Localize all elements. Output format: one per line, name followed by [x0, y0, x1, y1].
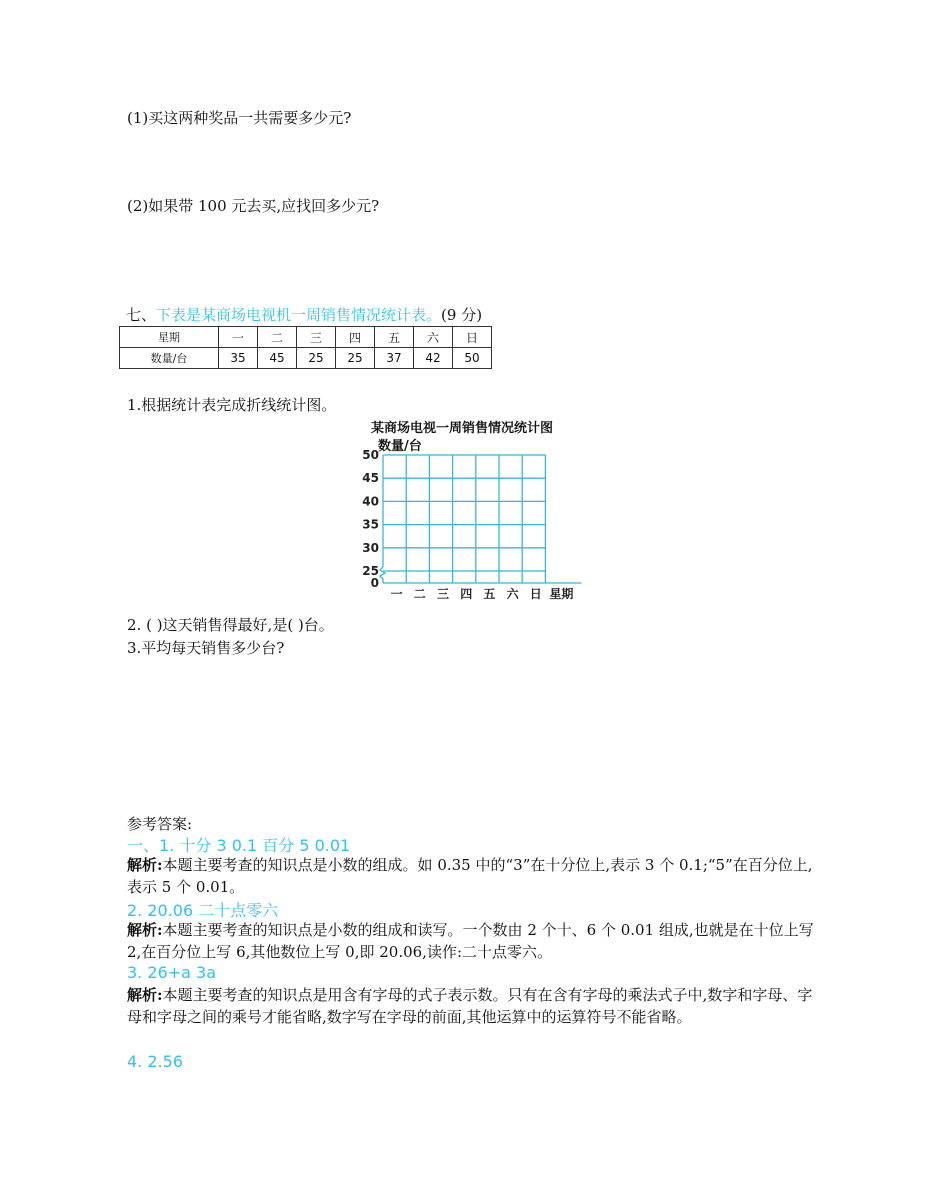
- table-cell: 三: [297, 327, 336, 348]
- chart-x-tick-label: 一: [390, 587, 403, 601]
- table-row: [120, 348, 492, 369]
- chart-y-tick-label: 50: [362, 448, 379, 462]
- chart-y-tick-label: 40: [362, 494, 379, 509]
- chart-title: 某商场电视一周销售情况统计图: [371, 421, 554, 436]
- answer-3-explanation: [127, 984, 822, 1028]
- table-row-header: 星期: [120, 327, 219, 348]
- chart-x-tick-label: 日: [529, 587, 542, 601]
- chart-axis-break: [380, 567, 385, 583]
- table-cell: 25: [336, 348, 375, 369]
- task-3: 3.平均每天销售多少台?: [127, 639, 285, 657]
- answer-1-explanation: [127, 854, 822, 898]
- task-2: 2. ( )这天销售得最好,是( )台。: [127, 616, 334, 634]
- question-2: (2)如果带 100 元去买,应找回多少元?: [127, 197, 380, 215]
- table-cell: 六: [414, 327, 453, 348]
- table-cell: 50: [453, 348, 492, 369]
- answer-3-label: 解析:: [127, 986, 163, 1004]
- chart-y-tick-label: 25: [362, 564, 379, 578]
- chart-x-tick-label: 四: [460, 587, 473, 601]
- answer-2-label: 解析:: [127, 921, 163, 939]
- table-cell: 25: [297, 348, 336, 369]
- table-cell: 四: [336, 327, 375, 348]
- chart-x-tick-label: 二: [413, 587, 426, 601]
- chart-y-tick-label: 0: [370, 576, 379, 590]
- answer-1-label: 解析:: [127, 856, 163, 874]
- section-7-title: 下表是某商场电视机一周销售情况统计表。: [156, 306, 442, 324]
- question-1: (1)买这两种奖品一共需要多少元?: [127, 109, 352, 127]
- answer-3-heading: 3. 26+a 3a: [127, 963, 216, 982]
- table-cell: 五: [375, 327, 414, 348]
- chart-y-axis-label: 数量/台: [378, 439, 422, 454]
- answer-2-text: 本题主要考查的知识点是小数的组成和读写。一个数由 2 个十、6 个 0.01 组成,也就是在十位上写 2,在百分位上写 6,其他数位上写 0,即 20.06,读作:二十点零六。: [127, 921, 814, 961]
- answer-1-heading: 一、1. 十分 3 0.1 百分 5 0.01: [127, 836, 351, 855]
- chart-x-tick-label: 三: [436, 587, 450, 601]
- table-cell: 一: [219, 327, 258, 348]
- table-cell: 37: [375, 348, 414, 369]
- chart-x-tick-label: 五: [483, 587, 496, 601]
- section-7-heading: [126, 304, 482, 325]
- table-cell: 35: [219, 348, 258, 369]
- table-cell: 45: [258, 348, 297, 369]
- chart-y-tick-label: 35: [362, 517, 379, 532]
- line-chart-grid: [350, 448, 600, 613]
- section-7-score: (9 分): [441, 306, 483, 324]
- answer-2-heading: 2. 20.06 二十点零六: [127, 901, 279, 920]
- chart-y-tick-label: 45: [362, 471, 379, 486]
- sales-table: [119, 326, 492, 369]
- answer-3-text: 本题主要考查的知识点是用含有字母的式子表示数。只有在含有字母的乘法式子中,数字和字母、字母和字母之间的乘号才能省略,数字写在字母的前面,其他运算中的运算符号不能省略。: [127, 986, 813, 1026]
- table-cell: 日: [453, 327, 492, 348]
- table-row-header: 数量/台: [120, 348, 219, 369]
- section-7-prefix: 七、: [126, 306, 157, 324]
- table-row: [120, 327, 492, 348]
- answer-1-text: 本题主要考查的知识点是小数的组成。如 0.35 中的“3”在十分位上,表示 3 个 0.1;“5”在百分位上,表示 5 个 0.01。: [127, 856, 813, 896]
- chart-x-tick-label: 六: [506, 587, 519, 601]
- answers-heading: 参考答案:: [127, 815, 193, 833]
- chart-y-tick-label: 30: [362, 540, 379, 555]
- answer-2-explanation: [127, 919, 822, 963]
- answer-4-heading: 4. 2.56: [127, 1052, 183, 1071]
- chart-x-axis-label: 星期: [549, 587, 574, 601]
- table-cell: 二: [258, 327, 297, 348]
- table-cell: 42: [414, 348, 453, 369]
- task-1: 1.根据统计表完成折线统计图。: [127, 396, 337, 414]
